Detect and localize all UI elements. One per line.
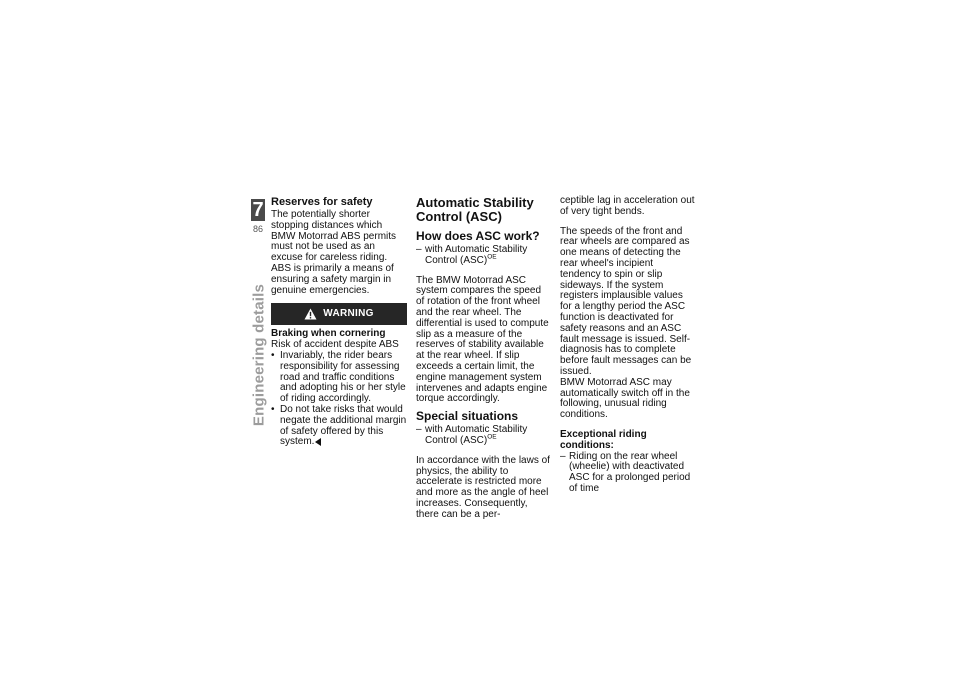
heading-reserves-for-safety: Reserves for safety	[271, 196, 373, 208]
list-item: – Riding on the rear wheel (wheelie) with deactivated ASC for a prolonged period of time	[560, 452, 696, 495]
asc-explanation-text: The BMW Motorrad ASC system compares the speed of rotation of the front wheel and the rear wheel. The differential is used to compute slip as a measure of the reserves of stability available at the rear wheel. If slip exceeds a certain limit, the engine management system intervenes and adapts engine torque accordingly.	[416, 274, 549, 405]
exceptional-conditions-heading: Exceptional riding conditions:	[560, 428, 647, 451]
section-side-label	[250, 283, 267, 427]
warning-triangle-icon	[304, 308, 317, 320]
list-item: – with Automatic Stability Control (ASC)$^{OE}$	[416, 425, 552, 447]
list-item: – with Automatic Stability Control (ASC)$^{OE}$	[416, 245, 552, 267]
column-asc	[416, 196, 552, 521]
warning-label: WARNING	[323, 307, 374, 319]
heading-how-does-asc-work: How does ASC work?	[416, 229, 540, 243]
auto-switch-off-text: BMW Motorrad ASC may automatically switch off in the following, unusual riding conditions.	[560, 376, 690, 421]
end-of-section-icon	[315, 438, 321, 446]
column-asc-continued	[560, 196, 696, 495]
special-situations-text: In accordance with the laws of physics, the ability to accelerate is restricted more and more as the angle of heel increases. Consequently, there can be a per-	[416, 454, 550, 520]
title-automatic-stability-control: Automatic Stability Control (ASC)	[416, 195, 534, 224]
oe-superscript: OE	[487, 433, 497, 441]
oe-superscript: OE	[487, 253, 497, 261]
chapter-number: 7	[252, 199, 264, 221]
warning-subheading: Braking when cornering	[271, 328, 386, 340]
reserves-intro-text: The potentially shorter stopping distances which BMW Motorrad ABS permits must not be used as an excuse for careless riding. ABS is primarily a means of ensuring a safety margin in genuine emergencies.	[271, 209, 397, 296]
page-number: 86	[252, 224, 263, 234]
wheel-speed-text: The speeds of the front and rear wheels are compared as one means of detecting the rear wheel's incipient tendency to spin or slip sideways. If the system registers implausible values for a lengthy period the ASC function is deactivated for safety reasons and an ASC fault message is issued. Self-diagnosis has to complete before fault messages can be issued.	[560, 225, 692, 377]
warning-bullet-list	[271, 351, 407, 448]
list-item: • Invariably, the rider bears responsibility for assessing road and traffic conditions and adopting his or her style of riding accordingly.	[271, 351, 407, 405]
section-side-label-text: Engineering details	[250, 283, 267, 427]
warning-text: Risk of accident despite ABS	[271, 339, 399, 351]
warning-banner	[271, 303, 407, 325]
list-item: • Do not take risks that would negate the additional margin of safety offered by this system.	[271, 405, 407, 448]
heading-special-situations: Special situations	[416, 409, 519, 424]
column-reserves-for-safety	[271, 196, 407, 448]
lag-continuation-text: ceptible lag in acceleration out of very tight bends.	[560, 195, 695, 217]
